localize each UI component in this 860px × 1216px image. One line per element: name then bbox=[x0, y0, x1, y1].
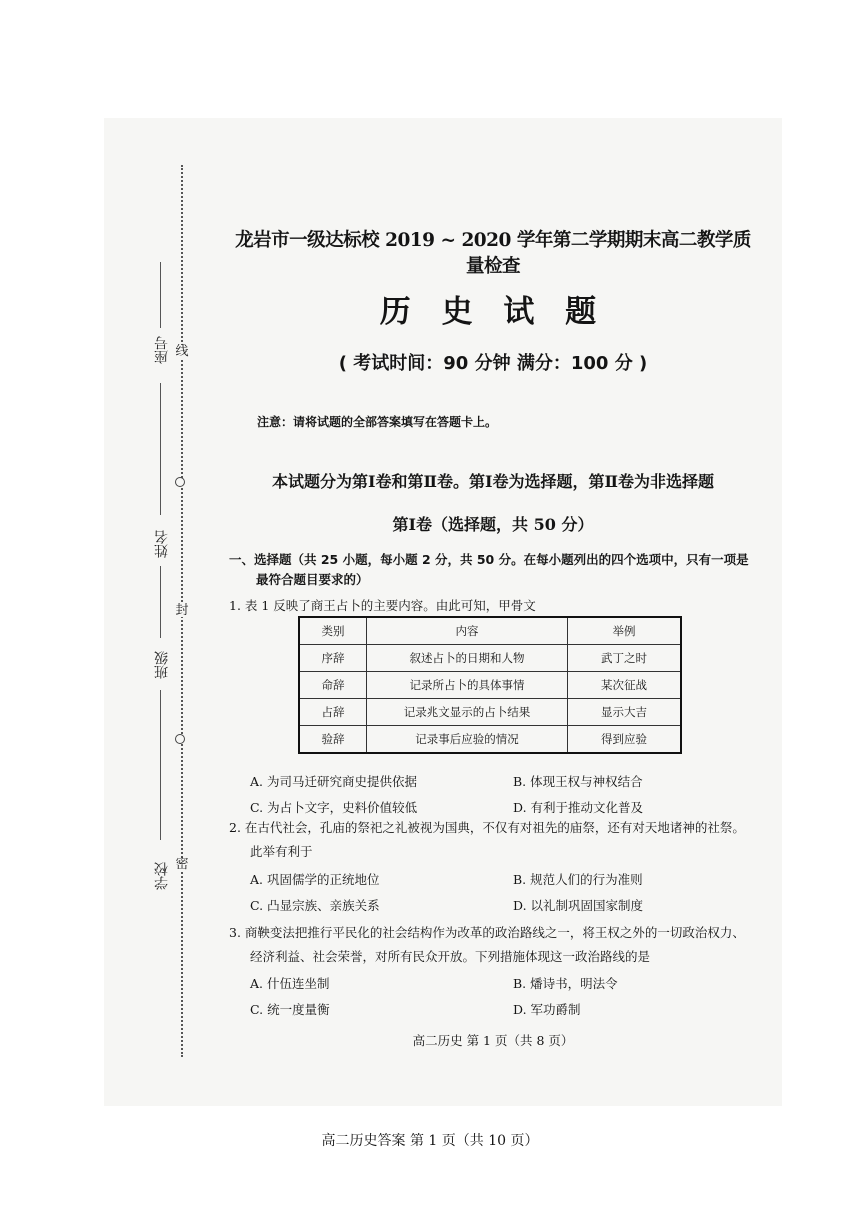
table-cell: 叙述占卜的日期和人物 bbox=[367, 645, 568, 672]
name-blank bbox=[160, 383, 161, 515]
question-3-stem: 3. 商鞅变法把推行平民化的社会结构作为改革的政治路线之一，将王权之外的一切政治权力、 bbox=[229, 925, 745, 940]
part1-title: 第Ⅰ卷（选择题，共 50 分） bbox=[392, 515, 594, 534]
q2-option-a: A. 巩固儒学的正统地位 bbox=[250, 872, 380, 887]
table-cell: 得到应验 bbox=[568, 726, 682, 754]
table-cell: 某次征战 bbox=[568, 672, 682, 699]
table-cell: 武丁之时 bbox=[568, 645, 682, 672]
exam-header: 龙岩市一级达标校 2019 ~ 2020 学年第二学期期末高二教学质量检查 bbox=[235, 230, 751, 277]
table-cell: 序辞 bbox=[299, 645, 367, 672]
table-cell: 命辞 bbox=[299, 672, 367, 699]
class-blank bbox=[160, 566, 161, 638]
table-row bbox=[299, 672, 681, 699]
table-cell: 显示大吉 bbox=[568, 699, 682, 726]
exam-time-info: ( 考试时间：90 分钟 满分：100 分 ) bbox=[338, 353, 648, 374]
exam-intro: 本试题分为第Ⅰ卷和第Ⅱ卷。第Ⅰ卷为选择题，第Ⅱ卷为非选择题 bbox=[272, 472, 714, 491]
binding-mark-feng: 封 bbox=[175, 603, 189, 618]
table-header-cell: 举例 bbox=[568, 617, 682, 645]
binding-mark-xian: 线 bbox=[175, 344, 189, 359]
question-1-stem: 1. 表 1 反映了商王占卜的主要内容。由此可知，甲骨文 bbox=[229, 598, 536, 613]
q3-option-c: C. 统一度量衡 bbox=[250, 1002, 330, 1017]
section1-line2: 最符合题目要求的） bbox=[256, 572, 369, 587]
seat-label: 座号 bbox=[154, 336, 170, 364]
table-cell: 记录兆文显示的占卜结果 bbox=[367, 699, 568, 726]
question-1-table bbox=[298, 616, 682, 754]
question-2-stem-cont: 此举有利于 bbox=[250, 844, 313, 859]
question-2-stem: 2. 在古代社会，孔庙的祭祀之礼被视为国典，不仅有对祖先的庙祭，还有对天地诸神的社祭。 bbox=[229, 820, 745, 835]
school-label: 学校 bbox=[154, 862, 170, 890]
table-cell: 验辞 bbox=[299, 726, 367, 754]
q3-option-d: D. 军功爵制 bbox=[513, 1002, 581, 1017]
class-label: 班级 bbox=[154, 651, 170, 679]
q2-option-b: B. 规范人们的行为准则 bbox=[513, 872, 643, 887]
notice: 注意：请将试题的全部答案填写在答题卡上。 bbox=[257, 415, 498, 429]
binding-circle bbox=[175, 734, 185, 744]
inner-page-footer: 高二历史 第 1 页（共 8 页） bbox=[412, 1033, 574, 1048]
question-3-stem-cont: 经济利益、社会荣誉，对所有民众开放。下列措施体现这一政治路线的是 bbox=[250, 949, 651, 964]
table-cell: 记录事后应验的情况 bbox=[367, 726, 568, 754]
q2-option-c: C. 凸显宗族、亲族关系 bbox=[250, 898, 380, 913]
table-cell: 记录所占卜的具体事情 bbox=[367, 672, 568, 699]
binding-circle bbox=[175, 477, 185, 487]
table-header-cell: 内容 bbox=[367, 617, 568, 645]
q1-option-c: C. 为占卜文字，史料价值较低 bbox=[250, 800, 418, 815]
q2-option-d: D. 以礼制巩固国家制度 bbox=[513, 898, 644, 913]
table-header-cell: 类别 bbox=[299, 617, 367, 645]
table-row bbox=[299, 645, 681, 672]
q1-option-b: B. 体现王权与神权结合 bbox=[513, 774, 643, 789]
seat-blank bbox=[160, 262, 161, 328]
page-footer: 高二历史答案 第 1 页（共 10 页） bbox=[321, 1133, 539, 1149]
binding-mark-mi: 密 bbox=[175, 857, 189, 872]
table-cell: 占辞 bbox=[299, 699, 367, 726]
table-row bbox=[299, 699, 681, 726]
exam-title: 历 史 试 题 bbox=[379, 294, 607, 330]
q1-option-d: D. 有利于推动文化普及 bbox=[513, 800, 644, 815]
section1-line1: 一、选择题（共 25 小题，每小题 2 分，共 50 分。在每小题列出的四个选项中，只有一项是 bbox=[229, 552, 749, 567]
section1-instructions bbox=[229, 550, 759, 590]
school-blank bbox=[160, 690, 161, 840]
table-row bbox=[299, 726, 681, 754]
q3-option-a: A. 什伍连坐制 bbox=[250, 976, 330, 991]
q3-option-b: B. 燔诗书，明法令 bbox=[513, 976, 618, 991]
name-label: 姓名 bbox=[154, 530, 170, 558]
q1-option-a: A. 为司马迁研究商史提供依据 bbox=[250, 774, 417, 789]
